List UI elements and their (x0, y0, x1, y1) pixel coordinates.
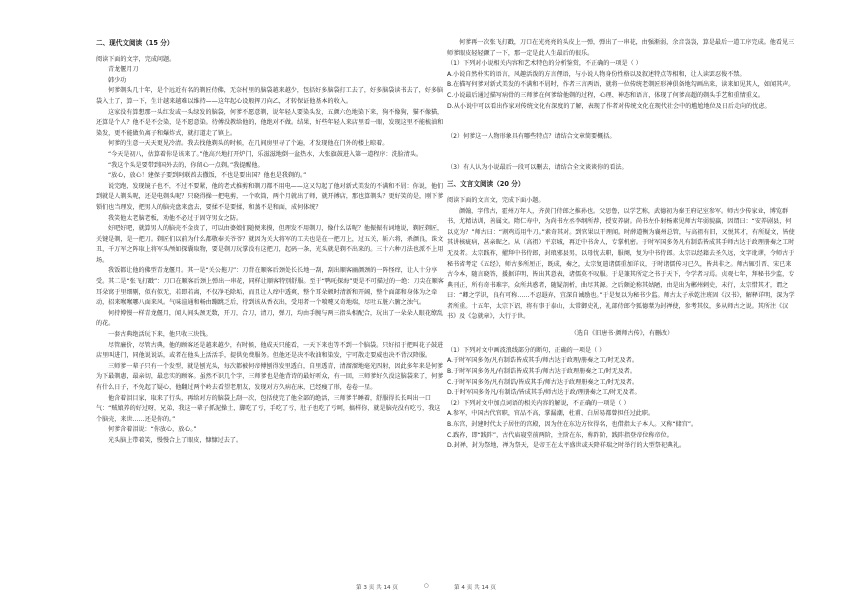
answer-space (447, 112, 797, 132)
section-title-modern-reading: 二、现代文阅读（15 分） (96, 39, 174, 47)
question-4-options (447, 356, 797, 398)
story-ending (447, 38, 797, 59)
question-5: （2）下列对文中加点词语的相关内容的解说，不正确的一项是（ ） (447, 399, 630, 407)
answer-option: A.于时军国多务/凡有制诰皆成其手/师古达于政理/册奏之工/时无及者。 (447, 357, 638, 365)
question-2: （2）何爹这一人物形象具有哪些特点？请结合文章简要概括。 (447, 133, 616, 141)
story-paragraph: 一套古典绝活玩下来，他只收三块钱。 (108, 331, 212, 339)
answer-option: B.在描写何爹对新式美发的不满和不屑时，作者三言两语，就将一位传统老剃匠形神俱备地勾画出来，读来如见其人，如闻其声。 (447, 81, 795, 89)
story-body (96, 86, 446, 446)
story-paragraph: 何持博慢一样青龙偃月，闻人间头颈无数，开刀，合刀，清刀，弹刀，均由手腕与两三指头相配合，玩出了一朵朵人眼花缭乱的花。 (96, 309, 444, 328)
answer-option: B.于时军国多务凡/有制诰皆成其手/师古达于政理册奏之工/时无及者。 (447, 368, 636, 376)
question-1-options (447, 70, 797, 112)
story-paragraph: “放心，放心！建保子要到阿联酋去撒饭，不也是要出国？他也是我剃的。” (108, 172, 307, 180)
answer-option: D.于时军国多务凡/有制诰/皆成其手/师古达于政/理册奏之工/时无及者。 (447, 389, 641, 397)
story-paragraph: 光头脑上带着笑，慢慢合上了眼皮，慷慷过去了。 (108, 436, 243, 444)
question-3: （3）有人认为小说最后一段可以删去，请结合全文谈谈你的看法。 (447, 163, 628, 171)
answer-option: B.东宫，封建时代太子居住的宫殿，因为住在东边方位得名，也借指太子本人。又称“储宫”。 (447, 421, 698, 428)
story-paragraph: 他含着泪目家，取来了行头，再给对方的脑袋上刮一次，包括使完了他全部的绝活，三师爹半睡着，舒服得长长叫出一口气：“贼娘养的好过呀，兄弟，我这一辈子抓泥操土，脚吃了亏，手吃了亏，肚子也吃了亏呵，搞样你，就是脑壳没有吃亏，我这个脑壳，来世……还是你的。” (96, 394, 441, 423)
story-paragraph: “今天是初八，估算着你是该来了。”他高兴地打开炉门，乐滋滋地倒一盆热水，大张旗鼓进入第一道程序：洗脸清头。 (108, 150, 423, 158)
story-paragraph: 何爹的生意一天天更见冷清。我去找他剃头的时候，在几间房里寻了个遍，才发现他在门外的楼上晾着。 (108, 140, 389, 148)
story-paragraph: 尽管廉价，尽管古典，他的顾客还是越来越少，有时候，他成天只能看，一天下来也等不到一个脑袋。只好招于把叫花子鼓进店里叫进门，同他说说话，或者在他头上活活手，提供免费服务。但他还是决不收油和染发，宁可散走要威也决不背汉降服。 (96, 341, 444, 360)
story-paragraph: “我这个头是要带到国外去的，你留心一点剃。”我提醒他。 (108, 161, 264, 169)
section-title-classical-reading: 三、文言文阅读（20 分） (447, 180, 525, 189)
story-paragraph: 好吧好吧，就算男人的脑壳不金贵了，可以由婆娘们随便来摸，但理发不用剃刀，像什么话呢？他振振有词地说，剃匠剃匠，关键是剃，是一把刀。剃匠们以前为什么都敬奉关爷爷？就因为关大将军的工夫也是在一把刀上，过五关，斩六将，杀颜良，诛文丑，千万军之阵取上将军头颅如探囊取物，要是剃刀玩掌没有这把刀，起码一条，光头就是剃不出来的。三十六种刀法也派不上用场。 (96, 225, 444, 264)
answer-option: C.于时军国多务/凡有制诰/皆成其手/师古达于政理册奏之工/时无及者。 (447, 378, 639, 386)
reading-instruction: 阅读下面的文字，完成问题。 (96, 55, 176, 63)
right-column (447, 38, 797, 452)
answer-space (447, 143, 797, 163)
story-paragraph: 何爹含着泪说：“你放心，放心。” (108, 426, 197, 434)
story-author: 韩少功 (108, 76, 127, 84)
answer-option: A.参军，中国古代官职，官品不高，掌漏潮，杜甫、白居易都曾担任过此职。 (447, 410, 655, 418)
answer-option: C.践祚，即“践阼”，古代庙寝堂前两阶，主阶在东，称阼阶，践阼指登帝位称帝位。 (447, 431, 673, 439)
answer-option: A.小说自然朴实的语言，风趣活泼的方言俚语，与小说人物身份性格以及叙述特点等相和，让人读罢忍俊不禁。 (447, 70, 746, 78)
classical-source: （选自《旧唐书·颜师古传》，有删改） (570, 330, 674, 338)
footer-separator: ○ (424, 583, 429, 589)
story-paragraph: 三师爹一辈子只有一个发型，就是刨光头，每次都被何帝傅刨得发里透白，自里透青，清溜溜地毫光四射，因此多年来是何爹为下最剃惠，最亲切，最忠实的顾客。虽然不识几个字，三师爹也是他背诗的最好听众，有一回，三师爹好久没这脑袋来了，何爹有什么日子，不免起了疑心，他翻过两个岭去看望老朋友，发现对方久病在床，已经瘦了形，卷卷一星。 (96, 362, 444, 391)
question-5-options (447, 409, 797, 451)
classical-instruction: 阅读下面的文言文，完成下面小题。 (447, 196, 545, 204)
answer-option: D.封禅，封为祭地，禅为祭天，是帝王在太平盛世或天降祥瑞之时举行的大型祭祀典礼。 (447, 442, 686, 450)
answer-option: C.小说最后通过描写病骨的三师爹在何爹给他剃的过程，心理、神态和语言，体现了何爹高超的剃头手艺和重情重义。 (447, 91, 764, 99)
story-paragraph: 何爹剃头几十年，是个远近有名的剃匠侍佛，无奈村里的脑袋越来越少，包括好多脑袋打工去了，好多脑袋读书去了，好多脑袋入土了，算一下，生计越来越难以维持——这年起心设般挥刀向乙，才转保证他基本的收入。 (96, 87, 444, 105)
answer-option: D.从小说中可以看出作家对传统文化有深度的了解，表现了作者对传统文化在现代社会中的尴尬地位及日后走向的忧虑。 (447, 102, 771, 110)
story-paragraph: 何爹再一次张飞打戳，刀口在光亮亮的头皮上一弹，弹出了一串花，由强渐弱，余音袅袅，算是最后一道工序完成。他看见三师爹眼皮轻轻颤了一下，那一定是此人生最后的很乐。 (447, 39, 795, 57)
page-number-right: 第 4 页 共 14 页 (454, 585, 496, 591)
left-column (96, 38, 446, 447)
page-number-left: 第 3 页 共 14 页 (356, 585, 398, 591)
story-paragraph: 我笑他太老脑老板，劝他不必过于固守男女之防。 (108, 214, 243, 222)
question-1: （1）下列对小说相关内容和艺术特色的分析鉴赏，不正确的一项是（ ） (447, 60, 642, 68)
story-paragraph: 我饭都让他的佛型青龙偃月。其一是“关公拖刀”：刀背在顺客后颈处长长地一刮，刮出顺客幽颜颈的一阵怪痒，让人十分享受。其二是“张飞打戳”：刀口在顺客后颈上弹出一串花，同样让顺客特别舒服。至于“鸭吒探海”更是不可描过的一绝：刀尖在顺客耳朵窝于里细剔，似有似无，若即若离，不仅净毛除垢，而且让人痒中透爽，整个耳朵顿时清新和开阔，整个面部和身体为之牵动，招来喉喉哪八面来风。气味渲通和畅由蹦跳乏后，待到该从香衣出，受用者一个喷嚏又奇地端，尽吐五脏六腑之浊气。 (96, 267, 444, 307)
story-title: 青龙偃月刀 (108, 66, 139, 74)
story-paragraph: 说完跑，发现镜子也不，不过不要紧，他的老式推剪和剃刀都不用电——这又勾起了他对新式美发的不满和不屑：你说，他们到就是人剃头呢，还是电剃头呢？只晓得操一把电剪，一个吹筒，两个月就出了师，就开搏店，那也算剃头？更好笑的是，刚下爹锁们也当理发，把男人的脑壳盘来盘去，要揉不是要揉，和蒸不是和面，成何体统？ (96, 182, 444, 211)
question-4: （1）下列对文中画波浪线部分的断句，正确的一项是（ ） (447, 346, 606, 354)
classical-text: 颜翰，字伟古，霍州万年人，齐黄门侍郎之推孙也。父思鲁，以学艺称，武德初为秦王府记室参军。师古少传家业，博览群书，尤精诂训，善属文。隋仁寿中，为尚书左丞李纲所荐，授安养尉。尚书左仆射杨素见师古年弱貌赢，因谓曰：“安养剧县，何以克为？”师古曰：“割鸡焉用牛刀。”素奇其对。到官果以干理闻。时薛道衡为襄州总管，与高祖有旧，又悦其才，有所疑文，皆使其讲核疵病，甚亲昵之。从（高祖）平京城，再迁中书舍人，专掌机密。于时军国多务凡有制诰皆成其手师古达于政理册奏之工时无及者。太宗践祚，擢拜中书侍郎，封琅邪县男，以母忧去职，服阕，复为中书侍郎。太宗以经籍去圣久远，文字讹谬，令师古于秘书省考定《五经》，师古多所厘正，既成，奏之，太宗复遣诸儒重加详议，于时诸儒传习已久，皆共非之。师古辄引晋、宋已来古今本，随言晓答，援据详明，皆出其意表，诸儒莫不叹服。于是兼其所定之书于天下，令学者习焉。贞观七年，拜秘书少监，专典刊正，所有奇书难字，众所共惑者，随疑剖析，曲尽其源。之后颇论称其姑陋，由是出为郴州刺史，未行，太宗惜其才，谓之曰：“卿之学识，良有可称……不忍遐弃，宜深自诫励也。”于是复以为秘书少监。师古太子承乾注班固《汉书》，解释详明，深为学者所重。十五年，太宗下诏，将有事于泰山，太常御史礼，礼部侍郎令狐德棻为封禅使，参考其仪，多从师古之说。其所注《汉书》及《急就章》，大行于世。 (447, 207, 795, 321)
story-paragraph: 这家没有算想那一头红发或一头绿发的脑袋，何爹不愿意剃，说年轻人要染头发，五颜六色地染下来，狗不像狗，猫不像猫，还算是个人？他不是不会染，是不愿意染。待傅没教给他的，他绝对不做。结果，好些年轻人来店里看一眼，发现这里不能梳油和染发，更不能做负离子和爆炸式，就打道走了镇上。 (96, 108, 444, 137)
